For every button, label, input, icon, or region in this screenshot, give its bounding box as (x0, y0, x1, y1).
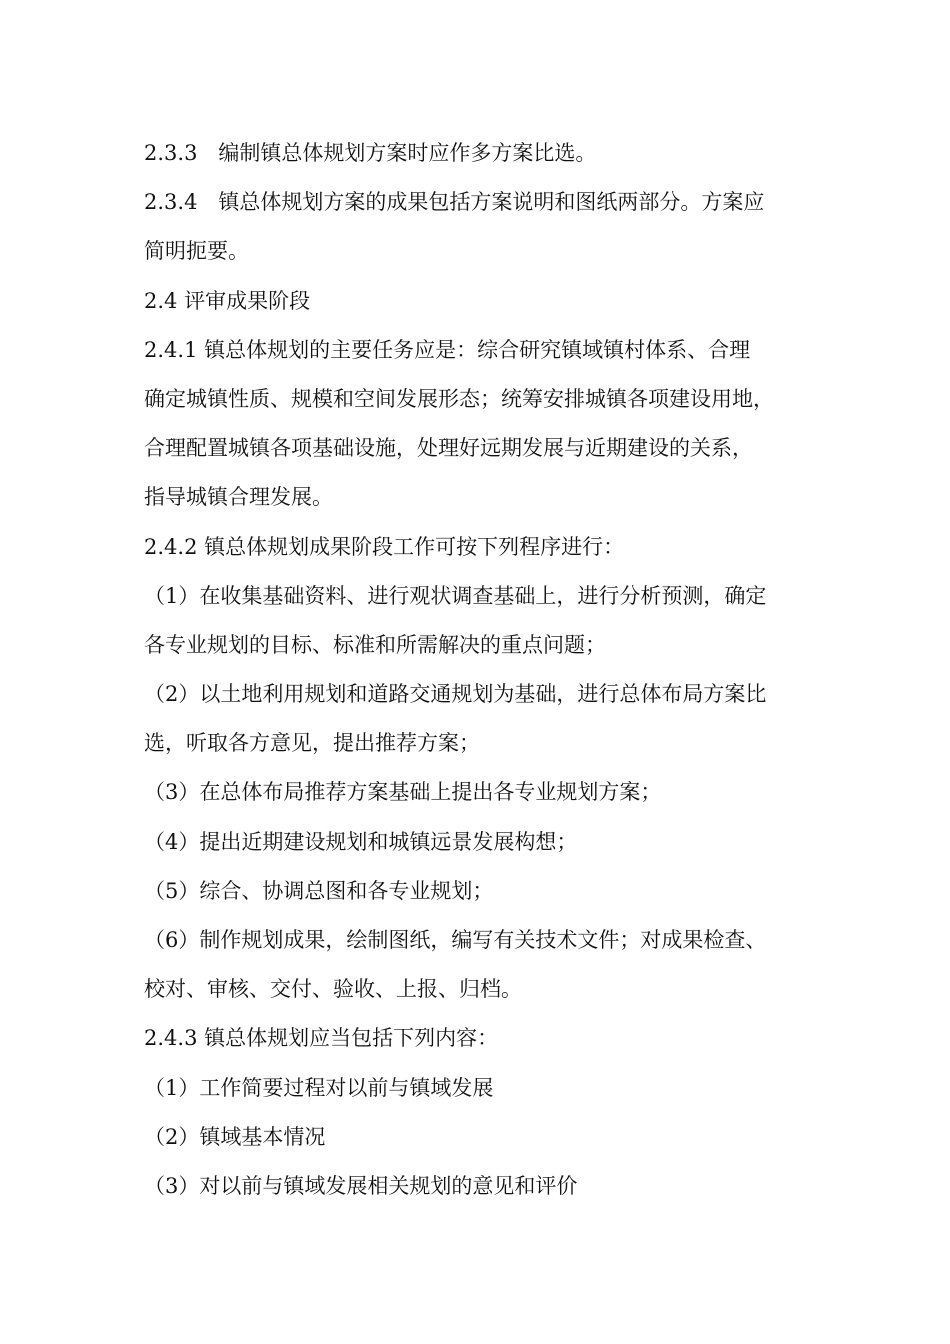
list-item-6: （6）制作规划成果，绘制图纸，编写有关技术文件；对成果检查、 (144, 928, 767, 952)
text-line-2-4-1-cont-3: 指导城镇合理发展。 (144, 485, 333, 510)
text-line-2-3-4-cont: 简明扼要。 (144, 239, 249, 264)
text-line-2-3-4: 2.3.4 镇总体规划方案的成果包括方案说明和图纸两部分。方案应 (144, 190, 765, 215)
text-line-2-3-3: 2.3.3 编制镇总体规划方案时应作多方案比选。 (144, 141, 597, 165)
text-line-2-4-3: 2.4.3 镇总体规划应当包括下列内容： (144, 1026, 499, 1051)
text-line-2-4-2: 2.4.2 镇总体规划成果阶段工作可按下列程序进行： (144, 534, 625, 559)
content-item-1: （1）工作简要过程对以前与镇域发展 (144, 1075, 494, 1100)
list-item-1: （1）在收集基础资料、进行观状调查基础上，进行分析预测，确定 (144, 583, 767, 608)
section-heading-2-4: 2.4 评审成果阶段 (144, 288, 311, 313)
list-item-2: （2）以土地利用规划和道路交通规划为基础，进行总体布局方案比 (144, 682, 767, 707)
content-item-3: （3）对以前与镇域发展相关规划的意见和评价 (144, 1173, 578, 1198)
text-line-2-4-1-cont-1: 确定城镇性质、规模和空间发展形态；统筹安排城镇各项建设用地， (144, 386, 774, 411)
document-body (144, 129, 814, 1211)
list-item-2-cont: 选，听取各方意见，提出推荐方案； (144, 731, 480, 756)
list-item-4: （4）提出近期建设规划和城镇远景发展构想； (144, 829, 578, 854)
list-item-1-cont: 各专业规划的目标、标准和所需解决的重点问题； (144, 632, 606, 657)
list-item-3: （3）在总体布局推荐方案基础上提出各专业规划方案； (144, 780, 662, 805)
content-item-2: （2）镇域基本情况 (144, 1124, 326, 1149)
list-item-5: （5）综合、协调总图和各专业规划； (144, 878, 494, 903)
list-item-6-cont: 校对、审核、交付、验收、上报、归档。 (144, 977, 522, 1002)
text-line-2-4-1: 2.4.1 镇总体规划的主要任务应是：综合研究镇域镇村体系、合理 (144, 337, 751, 362)
text-line-2-4-1-cont-2: 合理配置城镇各项基础设施，处理好远期发展与近期建设的关系， (144, 436, 753, 461)
